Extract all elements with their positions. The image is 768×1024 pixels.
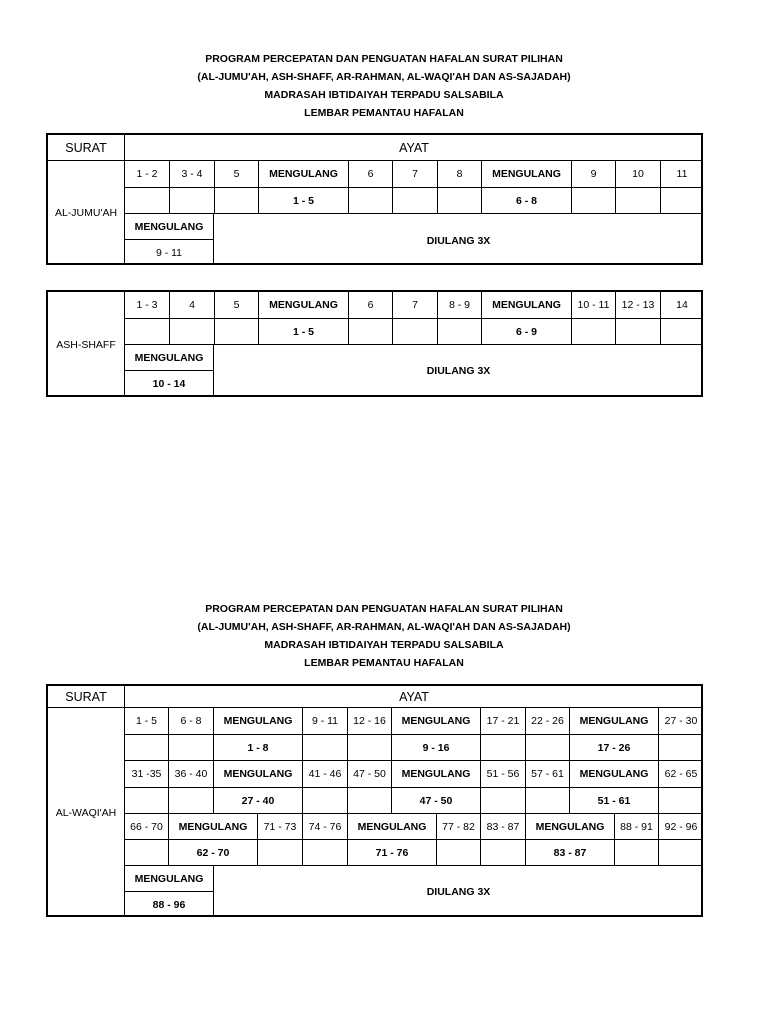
final-review-label: MENGULANG — [125, 866, 214, 892]
check-cell[interactable] — [258, 840, 303, 866]
ayat-cell: 71 - 73 — [258, 814, 303, 840]
ayat-cell: 17 - 21 — [481, 708, 526, 735]
document-header-bottom — [0, 600, 768, 672]
repeat-note: DIULANG 3X — [426, 885, 491, 898]
review-range: 51 - 61 — [570, 788, 659, 814]
repeat-note: DIULANG 3X — [426, 365, 491, 377]
ayat-cell: 1 - 2 — [125, 161, 170, 188]
document-header-top — [0, 50, 768, 122]
ayat-cell: 22 - 26 — [526, 708, 570, 735]
check-cell[interactable] — [125, 319, 170, 345]
final-review-label: MENGULANG — [125, 345, 214, 371]
check-cell[interactable] — [437, 840, 481, 866]
ayat-cell: 6 — [349, 292, 393, 319]
table-al-waqiah — [46, 684, 703, 917]
school-name: MADRASAH IBTIDAIYAH TERPADU SALSABILA — [264, 89, 504, 101]
review-label: MENGULANG — [214, 761, 303, 788]
surah-list: (AL-JUMU'AH, ASH-SHAFF, AR-RAHMAN, AL-WAQI'AH DAN AS-SAJADAH) — [197, 71, 571, 83]
check-cell[interactable] — [348, 735, 392, 761]
ayat-cell: 5 — [215, 292, 259, 319]
check-cell[interactable] — [659, 840, 703, 866]
check-cell[interactable] — [125, 735, 169, 761]
ayat-cell: 88 - 91 — [615, 814, 659, 840]
table-ash-shaff — [46, 290, 703, 397]
surah-list: (AL-JUMU'AH, ASH-SHAFF, AR-RAHMAN, AL-WAQI'AH DAN AS-SAJADAH) — [197, 621, 571, 633]
surah-name: AL-WAQI'AH — [48, 708, 125, 917]
review-range: 9 - 16 — [392, 735, 481, 761]
ayat-cell: 51 - 56 — [481, 761, 526, 788]
review-range: 71 - 76 — [348, 840, 437, 866]
sheet-title: LEMBAR PEMANTAU HAFALAN — [304, 107, 464, 119]
ayat-cell: 10 - 11 — [572, 292, 616, 319]
final-review-range: 9 - 11 — [125, 240, 214, 265]
review-label: MENGULANG — [392, 761, 481, 788]
repeat-note: DIULANG 3X — [426, 234, 491, 247]
ayat-cell: 6 — [349, 161, 393, 188]
review-range: 83 - 87 — [526, 840, 615, 866]
ayat-cell: 11 — [661, 161, 703, 188]
ayat-cell: 10 — [616, 161, 661, 188]
final-review-range: 88 - 96 — [125, 892, 214, 917]
ayat-cell: 57 - 61 — [526, 761, 570, 788]
review-label: MENGULANG — [259, 161, 349, 188]
ayat-header: AYAT — [125, 686, 703, 708]
ayat-header: AYAT — [125, 135, 703, 161]
check-cell[interactable] — [348, 788, 392, 814]
ayat-cell: 1 - 5 — [125, 708, 169, 735]
ayat-cell: 83 - 87 — [481, 814, 526, 840]
check-cell[interactable] — [572, 188, 616, 214]
program-title: PROGRAM PERCEPATAN DAN PENGUATAN HAFALAN SURAT PILIHAN — [205, 603, 563, 615]
ayat-cell: 12 - 16 — [348, 708, 392, 735]
final-review-range: 10 - 14 — [125, 371, 214, 397]
ayat-cell: 62 - 65 — [659, 761, 703, 788]
review-label: MENGULANG — [526, 814, 615, 840]
check-cell[interactable] — [616, 188, 661, 214]
ayat-cell: 9 - 11 — [303, 708, 348, 735]
surat-header: SURAT — [48, 135, 125, 161]
ayat-cell: 47 - 50 — [348, 761, 392, 788]
ayat-cell: 66 - 70 — [125, 814, 169, 840]
check-cell[interactable] — [349, 319, 393, 345]
ayat-cell: 92 - 96 — [659, 814, 703, 840]
ayat-cell: 8 — [438, 161, 482, 188]
check-cell[interactable] — [303, 840, 348, 866]
ayat-cell: 27 - 30 — [659, 708, 703, 735]
check-cell[interactable] — [303, 788, 348, 814]
review-range: 6 - 8 — [482, 188, 572, 214]
review-range: 47 - 50 — [392, 788, 481, 814]
check-cell[interactable] — [125, 840, 169, 866]
review-label: MENGULANG — [169, 814, 258, 840]
review-range: 27 - 40 — [214, 788, 303, 814]
ayat-cell: 7 — [393, 292, 438, 319]
review-label: MENGULANG — [214, 708, 303, 735]
check-cell[interactable] — [661, 319, 703, 345]
ayat-cell: 41 - 46 — [303, 761, 348, 788]
surat-header: SURAT — [48, 686, 125, 708]
check-cell[interactable] — [169, 735, 214, 761]
check-cell[interactable] — [481, 840, 526, 866]
check-cell[interactable] — [393, 188, 438, 214]
check-cell[interactable] — [125, 788, 169, 814]
check-cell[interactable] — [481, 735, 526, 761]
check-cell[interactable] — [526, 788, 570, 814]
review-range: 6 - 9 — [482, 319, 572, 345]
ayat-cell: 1 - 3 — [125, 292, 170, 319]
review-label: MENGULANG — [482, 292, 572, 319]
final-review-label: MENGULANG — [125, 214, 214, 240]
review-range: 62 - 70 — [169, 840, 258, 866]
ayat-cell: 6 - 8 — [169, 708, 214, 735]
ayat-cell: 3 - 4 — [170, 161, 215, 188]
ayat-cell: 12 - 13 — [616, 292, 661, 319]
check-cell[interactable] — [125, 188, 170, 214]
check-cell[interactable] — [169, 788, 214, 814]
review-label: MENGULANG — [348, 814, 437, 840]
check-cell[interactable] — [215, 319, 259, 345]
surah-name: ASH-SHAFF — [48, 292, 125, 397]
check-cell[interactable] — [526, 735, 570, 761]
ayat-cell: 77 - 82 — [437, 814, 481, 840]
review-label: MENGULANG — [259, 292, 349, 319]
check-cell[interactable] — [659, 735, 703, 761]
check-cell[interactable] — [481, 788, 526, 814]
ayat-cell: 14 — [661, 292, 703, 319]
program-title: PROGRAM PERCEPATAN DAN PENGUATAN HAFALAN SURAT PILIHAN — [205, 53, 563, 65]
ayat-cell: 5 — [215, 161, 259, 188]
review-range: 1 - 5 — [259, 188, 349, 214]
table-al-jumuah — [46, 133, 703, 265]
check-cell[interactable] — [438, 188, 482, 214]
check-cell[interactable] — [393, 319, 438, 345]
check-cell[interactable] — [438, 319, 482, 345]
surah-name: AL-JUMU'AH — [48, 161, 125, 265]
ayat-cell: 9 — [572, 161, 616, 188]
check-cell[interactable] — [170, 319, 215, 345]
review-range: 1 - 5 — [259, 319, 349, 345]
check-cell[interactable] — [170, 188, 215, 214]
check-cell[interactable] — [616, 319, 661, 345]
review-label: MENGULANG — [482, 161, 572, 188]
sheet-title: LEMBAR PEMANTAU HAFALAN — [304, 657, 464, 669]
check-cell[interactable] — [303, 735, 348, 761]
ayat-cell: 36 - 40 — [169, 761, 214, 788]
check-cell[interactable] — [659, 788, 703, 814]
school-name: MADRASAH IBTIDAIYAH TERPADU SALSABILA — [264, 639, 504, 651]
ayat-cell: 7 — [393, 161, 438, 188]
ayat-cell: 31 -35 — [125, 761, 169, 788]
check-cell[interactable] — [349, 188, 393, 214]
review-range: 1 - 8 — [214, 735, 303, 761]
check-cell[interactable] — [572, 319, 616, 345]
check-cell[interactable] — [215, 188, 259, 214]
ayat-cell: 8 - 9 — [438, 292, 482, 319]
review-range: 17 - 26 — [570, 735, 659, 761]
review-label: MENGULANG — [392, 708, 481, 735]
ayat-cell: 4 — [170, 292, 215, 319]
review-label: MENGULANG — [570, 708, 659, 735]
check-cell[interactable] — [661, 188, 703, 214]
ayat-cell: 74 - 76 — [303, 814, 348, 840]
review-label: MENGULANG — [570, 761, 659, 788]
check-cell[interactable] — [615, 840, 659, 866]
